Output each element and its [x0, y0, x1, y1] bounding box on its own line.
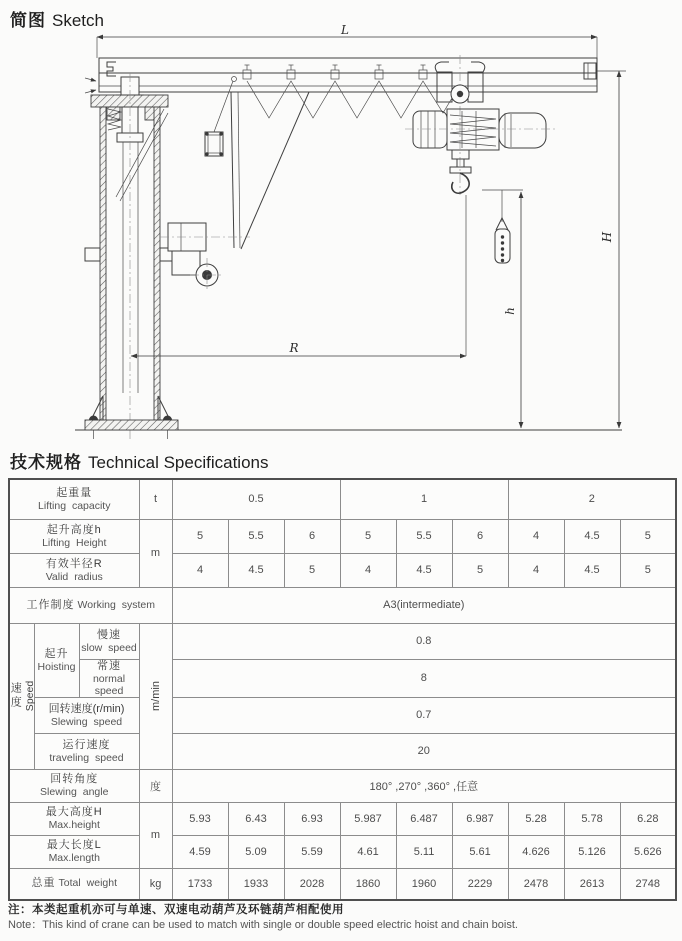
radius-value: 5	[284, 553, 340, 587]
unit-capacity: t	[139, 479, 172, 519]
jib-beam	[85, 58, 597, 93]
row-working-system	[9, 587, 676, 623]
traveling-speed-value: 20	[172, 733, 676, 769]
dimension-L	[97, 25, 597, 58]
max-height-value: 5.93	[172, 802, 228, 835]
row-slewing-angle	[9, 769, 676, 802]
spec-table	[8, 478, 677, 901]
label-zh: 最大长度L	[46, 839, 102, 851]
label-en: Slewing speed	[50, 715, 123, 728]
label-max-height	[9, 802, 139, 835]
label-working-system	[9, 587, 172, 623]
height-value: 4	[508, 519, 564, 553]
label-valid-radius	[9, 553, 139, 587]
max-length-value: 5.626	[620, 835, 676, 868]
height-value: 6	[284, 519, 340, 553]
label-hoisting	[34, 623, 79, 697]
normal-speed-value: 8	[172, 659, 676, 697]
label-speed-group	[9, 623, 34, 769]
label-en: Total weight	[58, 877, 117, 890]
label-zh: 起升高度h	[46, 523, 102, 536]
electric-hoist	[405, 109, 556, 150]
label-traveling-speed	[34, 733, 139, 769]
total-weight-value: 1733	[172, 868, 228, 900]
unit-max-dims: m	[139, 802, 172, 868]
label-zh: 最大高度H	[45, 806, 103, 818]
spec-heading-en: Technical Specifications	[88, 453, 269, 472]
dimension-h	[503, 192, 521, 428]
row-lifting-height	[9, 519, 676, 553]
max-length-value: 4.59	[172, 835, 228, 868]
label-en: Speed	[23, 680, 36, 712]
crane-sketch	[0, 25, 682, 443]
total-weight-value: 1960	[396, 868, 452, 900]
total-weight-value: 1860	[340, 868, 396, 900]
row-normal-speed	[9, 659, 676, 697]
label-en: Working system	[77, 598, 156, 611]
label-zh: 有效半径R	[45, 557, 103, 570]
height-value: 6	[452, 519, 508, 553]
height-value: 5.5	[396, 519, 452, 553]
max-height-value: 5.78	[564, 802, 620, 835]
label-en: Slewing angle	[40, 786, 109, 798]
label-slewing-angle	[9, 769, 139, 802]
radius-value: 4.5	[564, 553, 620, 587]
radius-value: 4.5	[396, 553, 452, 587]
max-length-value: 4.61	[340, 835, 396, 868]
label-en: Hoisting	[37, 660, 76, 673]
spec-heading-zh: 技术规格	[10, 453, 82, 472]
footnote	[8, 903, 678, 933]
label-en: slow speed	[81, 641, 137, 654]
label-zh: 常速	[97, 659, 121, 672]
radius-value: 5	[620, 553, 676, 587]
height-value: 5	[172, 519, 228, 553]
slewing-drive	[160, 223, 250, 292]
max-length-value: 5.11	[396, 835, 452, 868]
dim-label-h: h	[503, 307, 517, 315]
row-max-height	[9, 802, 676, 835]
total-weight-value: 2478	[508, 868, 564, 900]
max-height-value: 6.93	[284, 802, 340, 835]
max-height-value: 6.487	[396, 802, 452, 835]
label-en: Max.length	[48, 852, 100, 864]
row-max-length	[9, 835, 676, 868]
max-length-value: 5.59	[284, 835, 340, 868]
jib-support-arm	[231, 92, 309, 249]
row-total-weight	[9, 868, 676, 900]
unit-total-weight: kg	[139, 868, 172, 900]
total-weight-value: 2613	[564, 868, 620, 900]
radius-value: 5	[452, 553, 508, 587]
column	[85, 73, 175, 439]
capacity-value: 1	[340, 479, 508, 519]
total-weight-value: 2229	[452, 868, 508, 900]
hook	[450, 150, 471, 193]
radius-value: 4.5	[228, 553, 284, 587]
row-slewing-speed	[9, 697, 676, 733]
dim-label-H: H	[600, 231, 614, 243]
row-slow-speed	[9, 623, 676, 659]
footnote-zh: 注：本类起重机亦可与单速、双速电动葫芦及环链葫芦相配使用	[8, 904, 344, 916]
row-traveling-speed	[9, 733, 676, 769]
capacity-value: 0.5	[172, 479, 340, 519]
max-length-value: 5.126	[564, 835, 620, 868]
max-length-value: 5.09	[228, 835, 284, 868]
label-zh: 起重量	[56, 486, 93, 499]
max-height-value: 5.987	[340, 802, 396, 835]
label-slow-speed	[79, 623, 139, 659]
working-system-value: A3(intermediate)	[172, 587, 676, 623]
label-zh: 速度	[9, 682, 22, 710]
total-weight-value: 2028	[284, 868, 340, 900]
capacity-value: 2	[508, 479, 676, 519]
max-height-value: 5.28	[508, 802, 564, 835]
label-normal-speed	[79, 659, 139, 697]
max-length-value: 5.61	[452, 835, 508, 868]
label-en: normal speed	[92, 672, 126, 697]
dim-label-R: R	[289, 341, 299, 355]
label-zh: 工作制度	[26, 598, 75, 611]
radius-value: 4	[508, 553, 564, 587]
label-en: Lifting Height	[42, 536, 107, 549]
label-lifting-height	[9, 519, 139, 553]
max-height-value: 6.28	[620, 802, 676, 835]
pendant-control	[482, 190, 523, 263]
label-zh: 回转角度	[50, 773, 99, 785]
dim-label-L: L	[341, 25, 349, 37]
label-en: Max.height	[48, 819, 100, 831]
label-total-weight	[9, 868, 139, 900]
dimension-H	[597, 71, 626, 428]
label-en: Valid radius	[45, 570, 103, 583]
label-zh: 起升	[44, 647, 69, 660]
label-zh: 运行速度	[62, 738, 111, 751]
radius-value: 4	[172, 553, 228, 587]
label-en: traveling speed	[49, 751, 124, 764]
height-value: 5.5	[228, 519, 284, 553]
height-value: 5	[340, 519, 396, 553]
unit-speed	[139, 623, 172, 769]
slewing-speed-value: 0.7	[172, 697, 676, 733]
total-weight-value: 1933	[228, 868, 284, 900]
total-weight-value: 2748	[620, 868, 676, 900]
unit-slewing-angle: 度	[139, 769, 172, 802]
label-en: Lifting capacity	[38, 499, 111, 512]
slow-speed-value: 0.8	[172, 623, 676, 659]
height-value: 4.5	[564, 519, 620, 553]
row-lifting-capacity	[9, 479, 676, 519]
unit-label: m/min	[149, 681, 162, 711]
label-lifting-capacity	[9, 479, 139, 519]
label-slewing-speed	[34, 697, 139, 733]
label-max-length	[9, 835, 139, 868]
sketch-heading-en: Sketch	[52, 11, 104, 30]
speed-vertical-wrap	[10, 673, 34, 719]
radius-value: 4	[340, 553, 396, 587]
slewing-angle-value: 180° ,270° ,360° ,任意	[172, 769, 676, 802]
row-valid-radius	[9, 553, 676, 587]
unit-height-radius: m	[139, 519, 172, 587]
speed-en-box	[23, 673, 36, 719]
max-length-value: 4.626	[508, 835, 564, 868]
spec-heading	[10, 448, 268, 473]
height-value: 5	[620, 519, 676, 553]
label-zh: 总重	[31, 877, 56, 890]
footnote-en: Note：This kind of crane can be used to match with single or double speed electric hoist and chain boist.	[8, 919, 518, 931]
sketch-heading-zh: 简图	[10, 11, 46, 30]
label-zh: 回转速度(r/min)	[48, 702, 125, 715]
max-height-value: 6.43	[228, 802, 284, 835]
label-zh: 慢速	[97, 628, 121, 641]
max-height-value: 6.987	[452, 802, 508, 835]
